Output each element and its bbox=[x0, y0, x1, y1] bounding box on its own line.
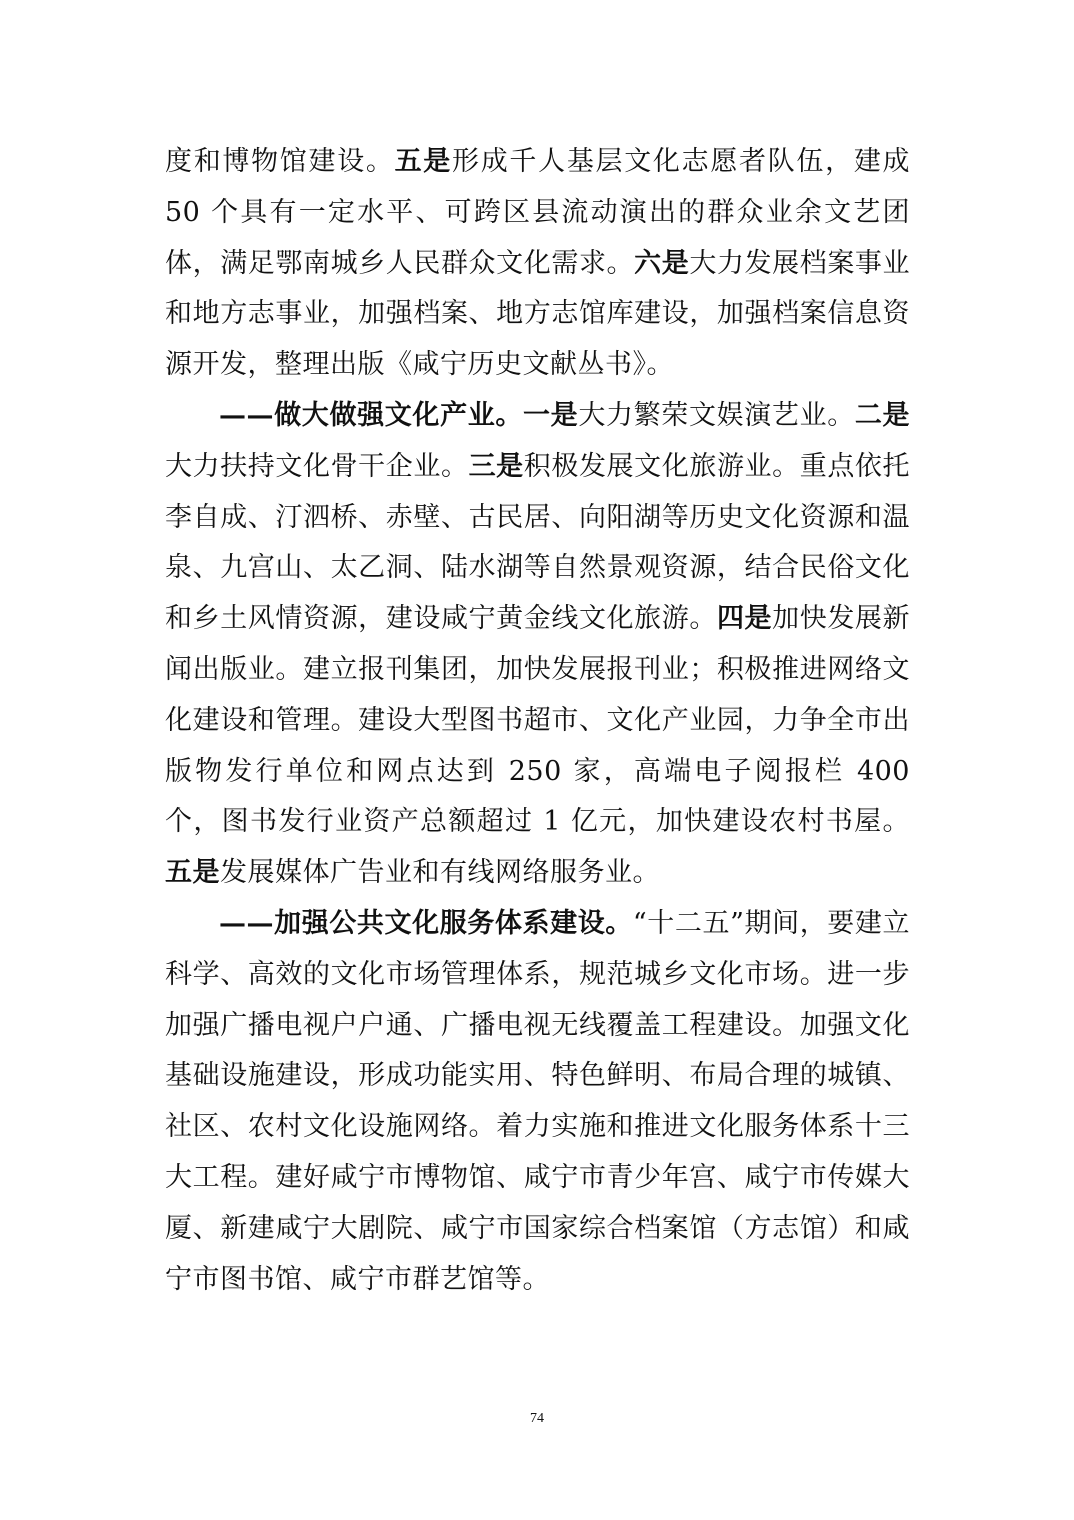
section-heading: ——加强公共文化服务体系建设。 bbox=[219, 907, 633, 939]
body-text bbox=[165, 137, 910, 1305]
text-run: 度和博物馆建设。 bbox=[165, 146, 395, 177]
bold-run: 一是 bbox=[523, 399, 579, 431]
text-run: 大力繁荣文娱演艺业。 bbox=[578, 399, 855, 431]
text-run: 形成千人基层文化志愿者队伍，建成 50 个具有一定水平、可跨区县流动演出的群众业余文艺团体，满足鄂南城乡人民群众文化需求。 bbox=[165, 146, 911, 279]
bold-run: 六是 bbox=[634, 247, 690, 279]
bold-run: 三是 bbox=[468, 450, 524, 482]
text-run: “十二五”期间，要建立科学、高效的文化市场管理体系，规范城乡文化市场。进一步加强广播电视户户通、广播电视无线覆盖工程建设。加强文化基础设施建设，形成功能实用、特色鲜明、布局合理的城镇、社区、农村文化设施网络。着力实施和推进文化服务体系十三大工程。建好咸宁市博物馆、咸宁市青少年宫、咸宁市传媒大厦、新建咸宁大剧院、咸宁市国家综合档案馆（方志馆）和咸宁市图书馆、咸宁市群艺馆等。 bbox=[165, 907, 911, 1295]
bold-run: 五是 bbox=[165, 857, 220, 889]
text-run: 积极发展文化旅游业。重点依托李自成、汀泗桥、赤壁、古民居、向阳湖等历史文化资源和温泉、九宫山、太乙洞、陆水湖等自然景观资源，结合民俗文化和乡土风情资源，建设咸宁黄金线文化旅游。 bbox=[165, 450, 911, 635]
section-heading: ——做大做强文化产业。 bbox=[219, 399, 524, 431]
text-run: 大力扶持文化骨干企业。 bbox=[165, 450, 469, 482]
text-run: 大力发展档案事业和地方志事业，加强档案、地方志馆库建设，加强档案信息资源开发，整理出版《咸宁历史文献丛书》。 bbox=[165, 247, 911, 381]
text-run: 加快发展新闻出版业。建立报刊集团，加快发展报刊业；积极推进网络文化建设和管理。建设大型图书超市、文化产业园，力争全市出版物发行单位和网点达到 250 家，高端电子阅报栏 400 个，图书发行业资产总额超过 1 亿元，加快建设农村书屋。 bbox=[165, 603, 911, 838]
bold-run: 二是 bbox=[854, 399, 911, 431]
bold-run: 五是 bbox=[394, 146, 453, 177]
paragraph-1 bbox=[165, 137, 910, 391]
paragraph-3 bbox=[165, 899, 910, 1305]
paragraph-2 bbox=[165, 391, 910, 899]
text-run: 发展媒体广告业和有线网络服务业。 bbox=[220, 857, 660, 889]
page-number: 74 bbox=[530, 1411, 544, 1426]
bold-run: 四是 bbox=[716, 603, 773, 635]
